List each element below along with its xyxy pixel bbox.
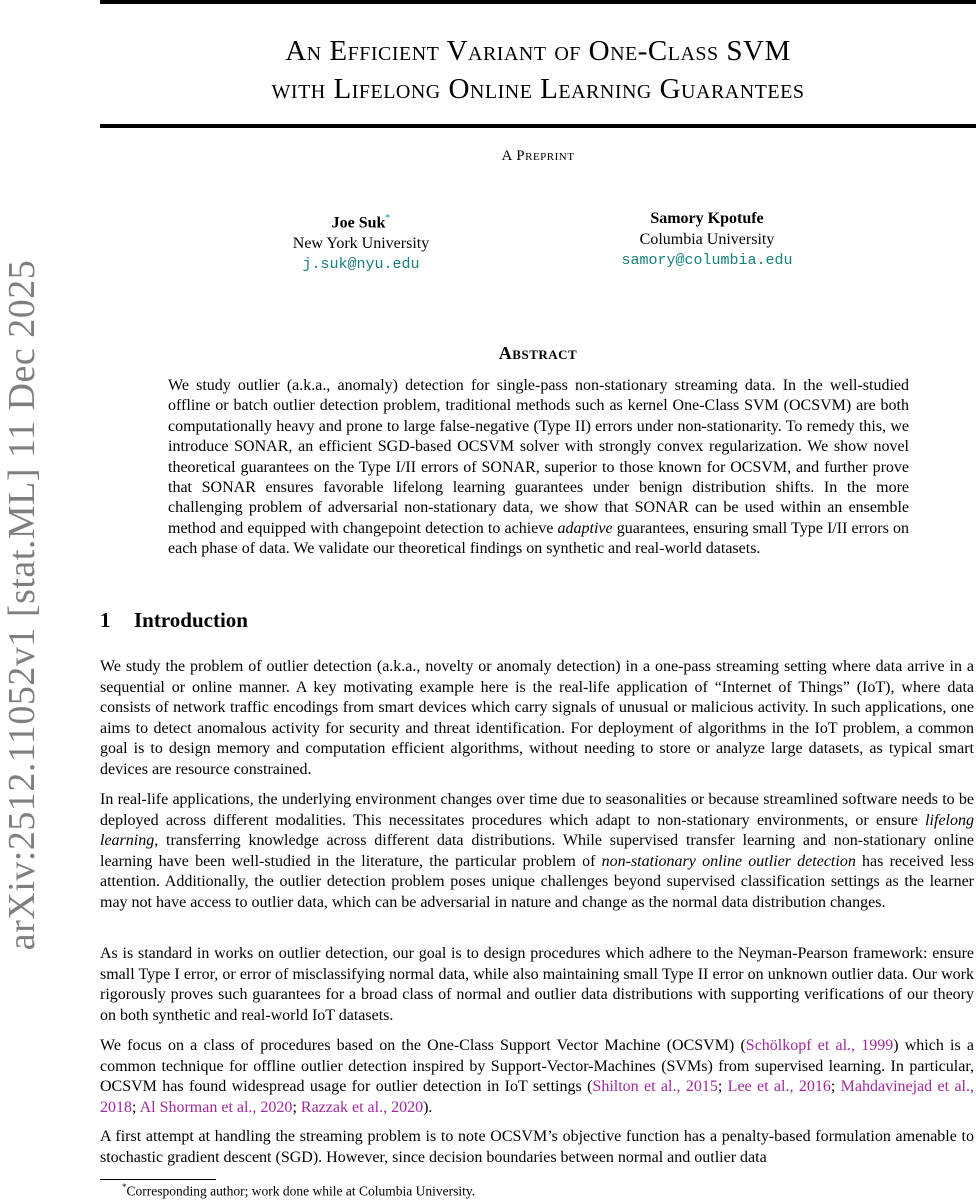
paragraph-3: As is standard in works on outlier detection, our goal is to design procedures which adhere to the Neyman-Pearson framework: ensure small Type I error, or error of misclassifying normal data, while also maintaining small Type II error on unknown outlier data. Our work rigorously proves such guarantees for a broad class of normal and outlier data distributions with supporting verifications of our theory on both synthetic and real-world IoT datasets. — [100, 945, 974, 1024]
author-email[interactable]: samory@columbia.edu — [621, 252, 793, 269]
author-block-2 — [577, 208, 837, 271]
author-name: Joe Suk — [331, 214, 386, 232]
citation-link[interactable]: Lee et al., 2016 — [727, 1078, 831, 1095]
arxiv-identifier: arXiv:2512.11052v1 [stat.ML] 11 Dec 2025 — [1, 259, 43, 951]
title-rule — [100, 124, 976, 128]
paragraph-1: We study the problem of outlier detection (a.k.a., novelty or anomaly detection) in a one-pass streaming setting where data arrive in a sequential or online manner. A key motivating example here is the real-life application of “Internet of Things” (IoT), where data consists of network traffic encodings from smart devices which carry signals of unusual or malicious activity. In such applications, one aims to detect anomalous activity for security and threat identification. For deployment of algorithms in the IoT problem, a common goal is to design memory and computation efficient algorithms, without needing to store or analyze large datasets, as typical smart devices are resource constrained. — [100, 658, 974, 778]
author-block-1 — [231, 208, 491, 275]
footnote-text: Corresponding author; work done while at Columbia University. — [126, 1183, 476, 1199]
paragraph-4: We focus on a class of procedures based on the One-Class Support Vector Machine (OCSVM) (Schölkopf et al., 1999) which is a common technique for offline outlier detection inspired by Support-Vector-Machines (SVMs) from supervised learning. In particular, OCSVM has found widespread usage for outlier detection in IoT settings (Shilton et al., 2015; Lee et al., 2016; Mahdavinejad et al., 2018; Al Shorman et al., 2020; Razzak et al., 2020). — [100, 1037, 975, 1116]
paper-title — [100, 32, 976, 108]
section-heading — [100, 608, 248, 633]
title-line-2: with Lifelong Online Learning Guarantees — [271, 73, 805, 105]
footnote — [122, 1182, 475, 1200]
abstract-heading: Abstract — [498, 343, 578, 363]
author-affiliation: New York University — [292, 235, 430, 253]
top-rule — [100, 0, 976, 4]
citation-link[interactable]: Schölkopf et al., 1999 — [745, 1037, 894, 1054]
title-line-1: An Efficient Variant of One-Class SVM — [285, 35, 791, 67]
author-email[interactable]: j.suk@nyu.edu — [302, 256, 420, 274]
author-name: Samory Kpotufe — [650, 210, 764, 227]
footnote-rule — [100, 1179, 216, 1180]
abstract-text: We study outlier (a.k.a., anomaly) detection for single-pass non-stationary streaming data. In the well-studied offline or batch outlier detection problem, traditional methods such as kernel One-Class SVM (OCSVM) are both computationally heavy and prone to large false-negative (Type II) errors under non-stationarity. To remedy this, we introduce SONAR, an efficient SGD-based OCSVM solver with strongly convex regularization. We show novel theoretical guarantees on the Type I/II errors of SONAR, superior to those known for OCSVM, and further prove that SONAR ensures favorable lifelong learning guarantees under benign distribution shifts. In the more challenging problem of adversarial non-stationary data, we show that SONAR can be used within an ensemble method and equipped with changepoint detection to achieve adaptive guarantees, ensuring small Type I/II errors on each phase of data. We validate our theoretical findings on synthetic and real-world datasets. — [168, 377, 909, 558]
section-number: 1 — [100, 608, 111, 632]
section-title: Introduction — [134, 608, 248, 632]
paragraph-5: A first attempt at handling the streaming problem is to note OCSVM’s objective function has a penalty-based formulation amenable to stochastic gradient descent (SGD). However, since decision boundaries between normal and outlier data — [100, 1128, 974, 1166]
citation-link[interactable]: Al Shorman et al., 2020 — [139, 1098, 293, 1116]
preprint-label: A Preprint — [501, 148, 575, 164]
paragraph-2: In real-life applications, the underlying environment changes over time due to seasonalities or because streamlined software needs to be deployed across different modalities. This necessitates procedures which adapt to non-stationary environments, or ensure lifelong learning, transferring knowledge across different data distributions. While supervised transfer learning and non-stationary online learning have been well-studied in the literature, the particular problem of non-stationary online outlier detection has received less attention. Additionally, the outlier detection problem poses unique challenges beyond supervised classification settings as the learner may not have access to outlier data, which can be adversarial in nature and change as the normal data distribution changes. — [100, 791, 975, 911]
arxiv-sidebar — [2, 245, 42, 965]
citation-link[interactable]: Shilton et al., 2015 — [592, 1078, 718, 1095]
author-affiliation: Columbia University — [639, 231, 775, 248]
citation-link[interactable]: Mahdavinejad et al., 2018 — [100, 1078, 975, 1116]
footnote-marker: * — [122, 1182, 127, 1192]
footnote-marker[interactable]: * — [385, 213, 391, 224]
citation-link[interactable]: Razzak et al., 2020 — [300, 1098, 424, 1116]
